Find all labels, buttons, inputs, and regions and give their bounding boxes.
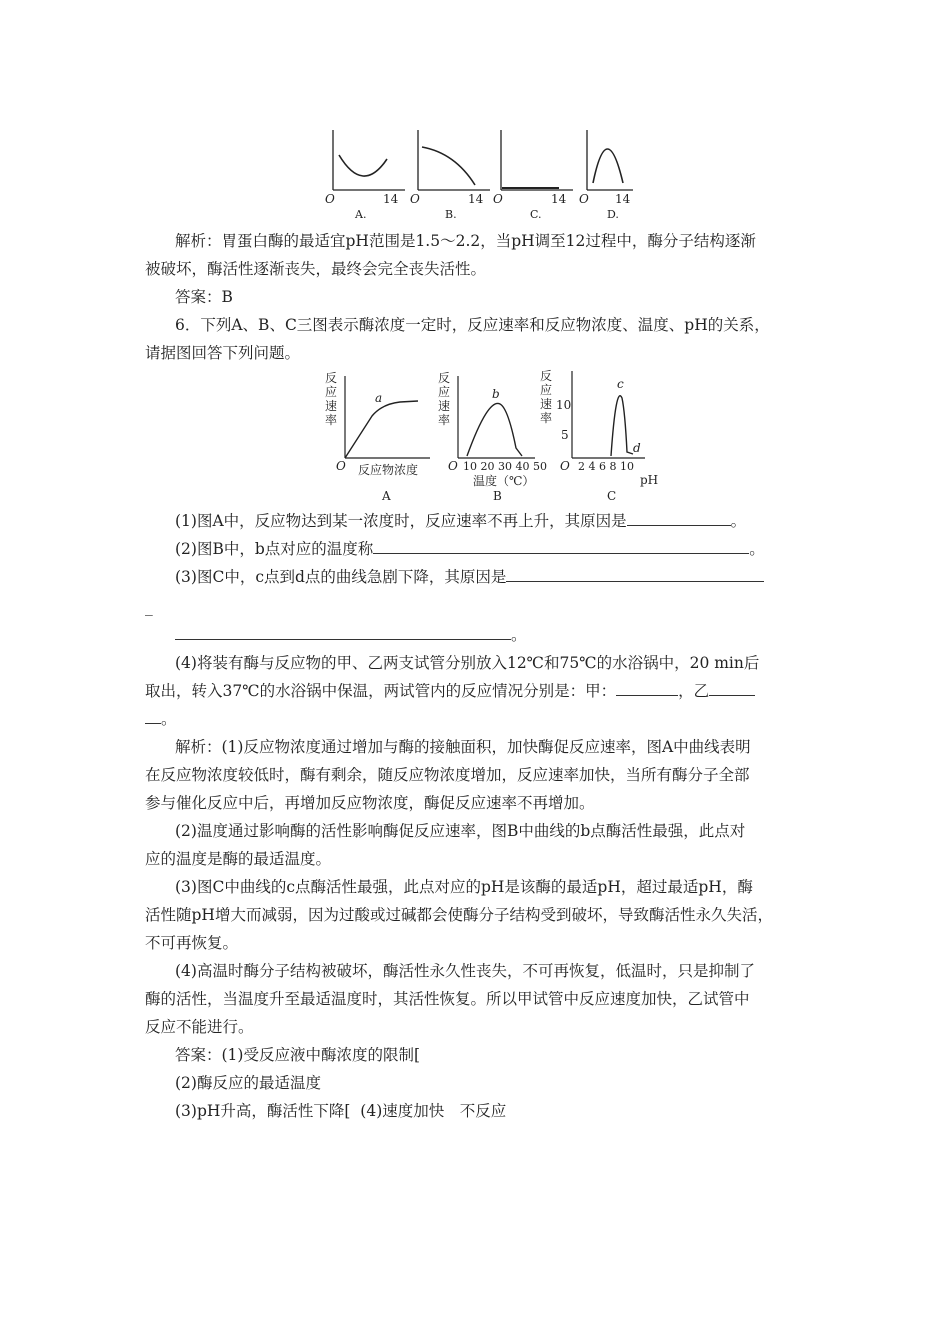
q5a-x-tick: 14 bbox=[383, 192, 399, 206]
graph-a bbox=[325, 371, 430, 503]
q5a-label: A. bbox=[355, 208, 367, 221]
analysis6-a1-line3: 参与催化反应中后，再增加反应物浓度，酶促反应速率不再增加。 bbox=[145, 794, 595, 812]
answer6-line3: (3)pH升高，酶活性下降[ (4)速度加快 不反应 bbox=[175, 1102, 507, 1120]
graph-b-ylabel-1: 反 bbox=[438, 371, 451, 385]
analysis6-a4-line2: 酶的活性，当温度升至最适温度时，其活性恢复。所以甲试管中反应速度加快，乙试管中 bbox=[145, 990, 750, 1008]
analysis6-a2-line1: (2)温度通过影响酶的活性影响酶促反应速率，图B中曲线的b点酶活性最强，此点对 bbox=[175, 822, 746, 840]
graph-c-xunit: pH bbox=[640, 473, 659, 487]
analysis6-a4-line3: 反应不能进行。 bbox=[145, 1018, 254, 1036]
graph-c-ylabel-4: 率 bbox=[540, 411, 553, 425]
graph-b-caption: B bbox=[493, 489, 502, 503]
q6-part4-line3: 。 bbox=[145, 708, 177, 730]
q6-part3-blank[interactable] bbox=[506, 567, 764, 582]
analysis5-line2: 被破坏，酶活性逐渐丧失，最终会完全丧失活性。 bbox=[145, 260, 487, 278]
q5c-x-tick: 14 bbox=[551, 192, 567, 206]
q5-graph-d bbox=[579, 130, 633, 221]
graph-a-xlabel: 反应物浓度 bbox=[358, 463, 419, 477]
graph-c-ylabel-3: 速 bbox=[540, 397, 553, 411]
q6-part4-line2: 取出，转入37℃的水浴锅中保温，两试管内的反应情况分别是：甲： ，乙 bbox=[145, 680, 755, 702]
q5-graphs bbox=[325, 125, 635, 225]
analysis6-a3-line3: 不可再恢复。 bbox=[145, 934, 239, 952]
q5d-x-tick: 14 bbox=[615, 192, 631, 206]
graph-c-ylabel-2: 应 bbox=[540, 383, 553, 397]
q6-part4-blank-yi[interactable] bbox=[709, 681, 755, 696]
q6-graphs bbox=[320, 368, 660, 510]
graph-c-point-d: d bbox=[633, 441, 641, 455]
graph-a-origin: O bbox=[336, 459, 346, 473]
answer5: 答案：B bbox=[175, 288, 233, 306]
analysis6-a3-line1: (3)图C中曲线的c点酶活性最强，此点对应的pH是该酶的最适pH，超过最适pH，酶 bbox=[175, 878, 753, 896]
graph-b-ylabel-4: 率 bbox=[438, 413, 451, 427]
q6-part1-blank[interactable] bbox=[627, 511, 731, 526]
q6-part2: (2)图B中，b点对应的温度称 。 bbox=[175, 540, 765, 558]
q6-part3-cont: 。 bbox=[175, 624, 527, 646]
graph-c-y10: 10 bbox=[556, 398, 572, 412]
q6-part3-blank2[interactable] bbox=[175, 625, 511, 640]
graph-c-origin: O bbox=[560, 459, 570, 473]
analysis6-a1-line1: 解析：(1)反应物浓度通过增加与酶的接触面积，加快酶促反应速率，图A中曲线表明 bbox=[175, 738, 751, 756]
analysis6-a2-line2: 应的温度是酶的最适温度。 bbox=[145, 850, 332, 868]
q6-stem-line2: 请据图回答下列问题。 bbox=[145, 344, 301, 362]
q6-stem-line1: 6．下列A、B、C三图表示酶浓度一定时，反应速率和反应物浓度、温度、pH的关系， bbox=[175, 316, 770, 334]
q6-part4-blank-yi-cont[interactable] bbox=[145, 709, 161, 724]
answer6-line2: (2)酶反应的最适温度 bbox=[175, 1074, 321, 1092]
answer6-line1: 答案：(1)受反应液中酶浓度的限制[ bbox=[175, 1046, 421, 1064]
q5d-origin: O bbox=[579, 192, 589, 206]
analysis6-a3-line2: 活性随pH增大而减弱，因为过酸或过碱都会使酶分子结构受到破坏，导致酶活性永久失活， bbox=[145, 906, 773, 924]
graph-c-y5: 5 bbox=[561, 428, 569, 442]
q5-graph-a bbox=[325, 130, 405, 221]
q6-part1: (1)图A中，反应物达到某一浓度时，反应速率不再上升，其原因是 。 bbox=[175, 512, 747, 530]
graph-b-origin: O bbox=[448, 459, 458, 473]
q6-part2-blank[interactable] bbox=[373, 539, 749, 554]
graph-a-ylabel-3: 速 bbox=[325, 399, 338, 413]
graph-c bbox=[540, 369, 658, 503]
graph-c-ticks: 2 4 6 8 10 bbox=[578, 460, 634, 473]
q5-graph-c bbox=[493, 130, 573, 221]
graph-b bbox=[438, 371, 547, 503]
graph-b-ylabel-2: 应 bbox=[438, 385, 451, 399]
q5d-label: D. bbox=[607, 208, 619, 221]
graph-b-ylabel-3: 速 bbox=[438, 399, 451, 413]
graph-b-xlabel: 温度（℃） bbox=[473, 474, 535, 488]
analysis6-a4-line1: (4)高温时酶分子结构被破坏，酶活性永久性丧失，不可再恢复，低温时，只是抑制了 bbox=[175, 962, 755, 980]
q5b-label: B. bbox=[445, 208, 457, 221]
graph-a-point-a: a bbox=[375, 391, 383, 405]
analysis6-a1-line2: 在反应物浓度较低时，酶有剩余，随反应物浓度增加，反应速率加快，当所有酶分子全部 bbox=[145, 766, 750, 784]
q5c-origin: O bbox=[493, 192, 503, 206]
analysis5-line1: 解析：胃蛋白酶的最适宜pH范围是1.5～2.2，当pH调至12过程中，酶分子结构逐渐 bbox=[175, 232, 756, 250]
q6-part4-line1: (4)将装有酶与反应物的甲、乙两支试管分别放入12℃和75℃的水浴锅中，20 min后 bbox=[175, 654, 760, 672]
graph-a-ylabel-1: 反 bbox=[325, 371, 338, 385]
graph-a-ylabel-2: 应 bbox=[325, 385, 338, 399]
q5b-x-tick: 14 bbox=[468, 192, 484, 206]
q6-part3-dash: _ bbox=[145, 598, 153, 616]
q5c-label: C. bbox=[530, 208, 542, 221]
graph-c-ylabel-1: 反 bbox=[540, 369, 553, 383]
graph-c-point-c: c bbox=[617, 377, 624, 391]
graph-b-point-b: b bbox=[492, 387, 500, 401]
graph-a-ylabel-4: 率 bbox=[325, 413, 338, 427]
q5-graph-b bbox=[410, 130, 490, 221]
q6-part4-blank-jia[interactable] bbox=[616, 681, 678, 696]
q5a-origin: O bbox=[325, 192, 335, 206]
graph-b-ticks: 10 20 30 40 50 bbox=[463, 460, 547, 473]
graph-c-caption: C bbox=[607, 489, 617, 503]
q5b-origin: O bbox=[410, 192, 420, 206]
q6-part3: (3)图C中，c点到d点的曲线急剧下降，其原因是 bbox=[175, 566, 764, 588]
graph-a-caption: A bbox=[382, 489, 391, 503]
